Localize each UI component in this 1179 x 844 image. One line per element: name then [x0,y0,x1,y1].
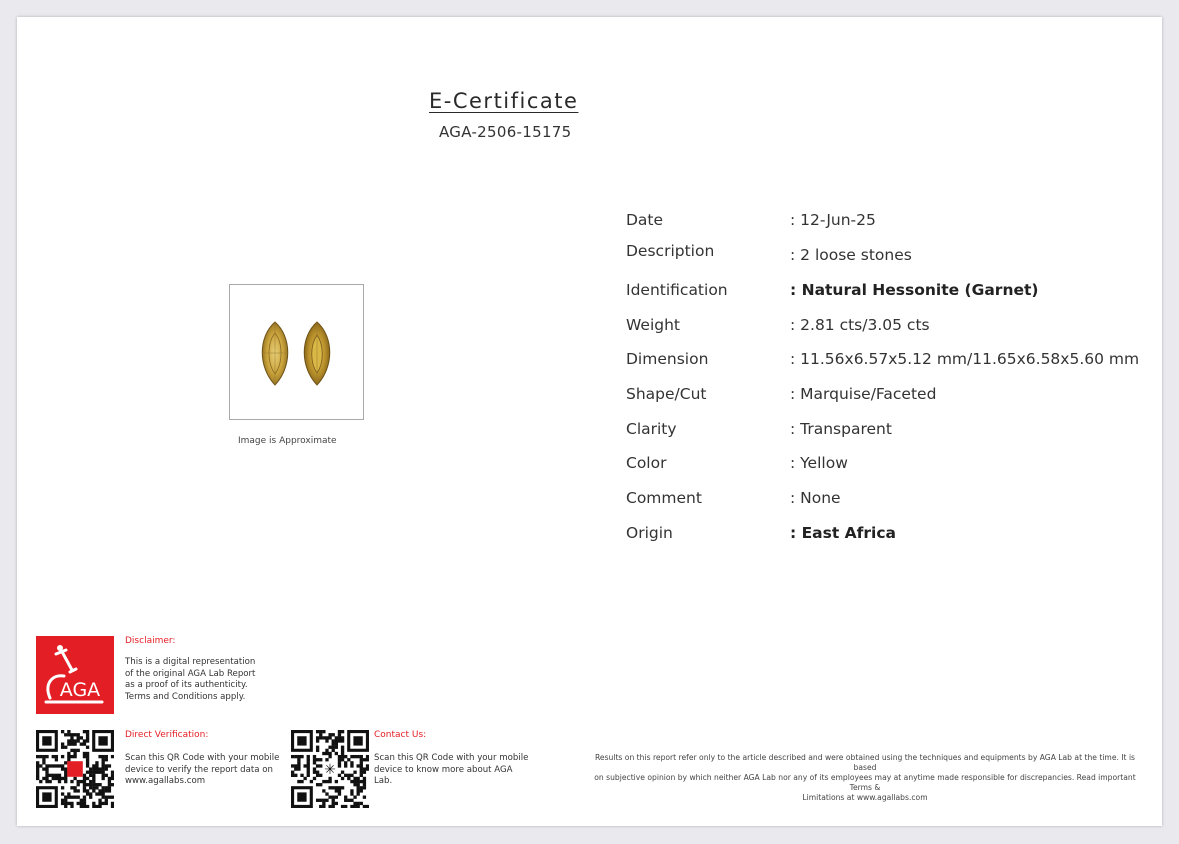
logo-text: AGA [59,679,101,701]
terms-line: on subjective opinion by which neither AGA Lab nor any of its employees may at anytime made responsible for discrepancies. Read important Terms & [594,773,1136,792]
detail-value: : East Africa [790,524,897,542]
detail-value: : 2 loose stones [790,246,912,264]
image-caption: Image is Approximate [238,436,337,446]
disclaimer-line: This is a digital representation [125,657,256,667]
marquise-stone-left [262,322,288,385]
certificate-title: E-Certificate [429,89,579,113]
disclaimer-line: as a proof of its authenticity. [125,680,248,691]
verification-text [125,753,279,788]
qr-code-icon [291,730,369,808]
detail-value: : Transparent [790,420,892,438]
detail-value: : Marquise/Faceted [790,385,937,403]
verification-line: device to verify the report data on [125,764,273,775]
contact-line: Lab. [374,776,393,787]
contact-heading: Contact Us: [374,730,427,740]
detail-value: : 2.81 cts/3.05 cts [790,316,930,334]
detail-label: Identification [626,281,728,299]
verification-line: Scan this QR Code with your mobile [125,753,280,763]
terms-text [583,753,1147,803]
disclaimer-text [125,657,255,703]
detail-label: Shape/Cut [626,385,707,403]
detail-label: Clarity [626,420,677,438]
contact-line: device to know more about AGA [374,764,513,775]
detail-value: : 11.56x6.57x5.12 mm/11.65x6.58x5.60 mm [790,350,1140,368]
detail-label: Origin [626,524,673,542]
contact-line: Scan this QR Code with your mobile [374,753,529,763]
detail-value: : Yellow [790,454,848,472]
verification-link[interactable]: www.agallabs.com [125,776,206,787]
disclaimer-heading: Disclaimer: [125,636,176,646]
detail-value: : 12-Jun-25 [790,211,876,229]
detail-label: Description [626,242,715,260]
certificate-sheet [17,17,1162,826]
svg-text:✳: ✳ [324,762,336,778]
certificate-number: AGA-2506-15175 [439,123,572,141]
qr-code-icon [36,730,114,808]
terms-line: Results on this report refer only to the article described and were obtained using the techniques and equipments by AGA Lab at the time. It is based [594,753,1136,772]
terms-line: Limitations at www.agallabs.com [802,793,928,802]
verification-qr[interactable] [36,730,114,808]
detail-label: Weight [626,316,681,334]
gemstone-image [229,284,364,420]
marquise-stone-right [304,322,330,385]
detail-label: Dimension [626,350,709,368]
disclaimer-line: of the original AGA Lab Report [125,668,256,679]
detail-label: Color [626,454,667,472]
contact-text [374,753,528,788]
verification-heading: Direct Verification: [125,730,209,740]
detail-label: Comment [626,489,702,507]
detail-label: Date [626,211,664,229]
contact-qr[interactable] [291,730,369,808]
disclaimer-line: Terms and Conditions apply. [125,691,246,702]
aga-logo [36,636,114,714]
microscope-logo-icon [36,636,114,714]
detail-value: : Natural Hessonite (Garnet) [790,281,1039,299]
detail-value: : None [790,489,841,507]
